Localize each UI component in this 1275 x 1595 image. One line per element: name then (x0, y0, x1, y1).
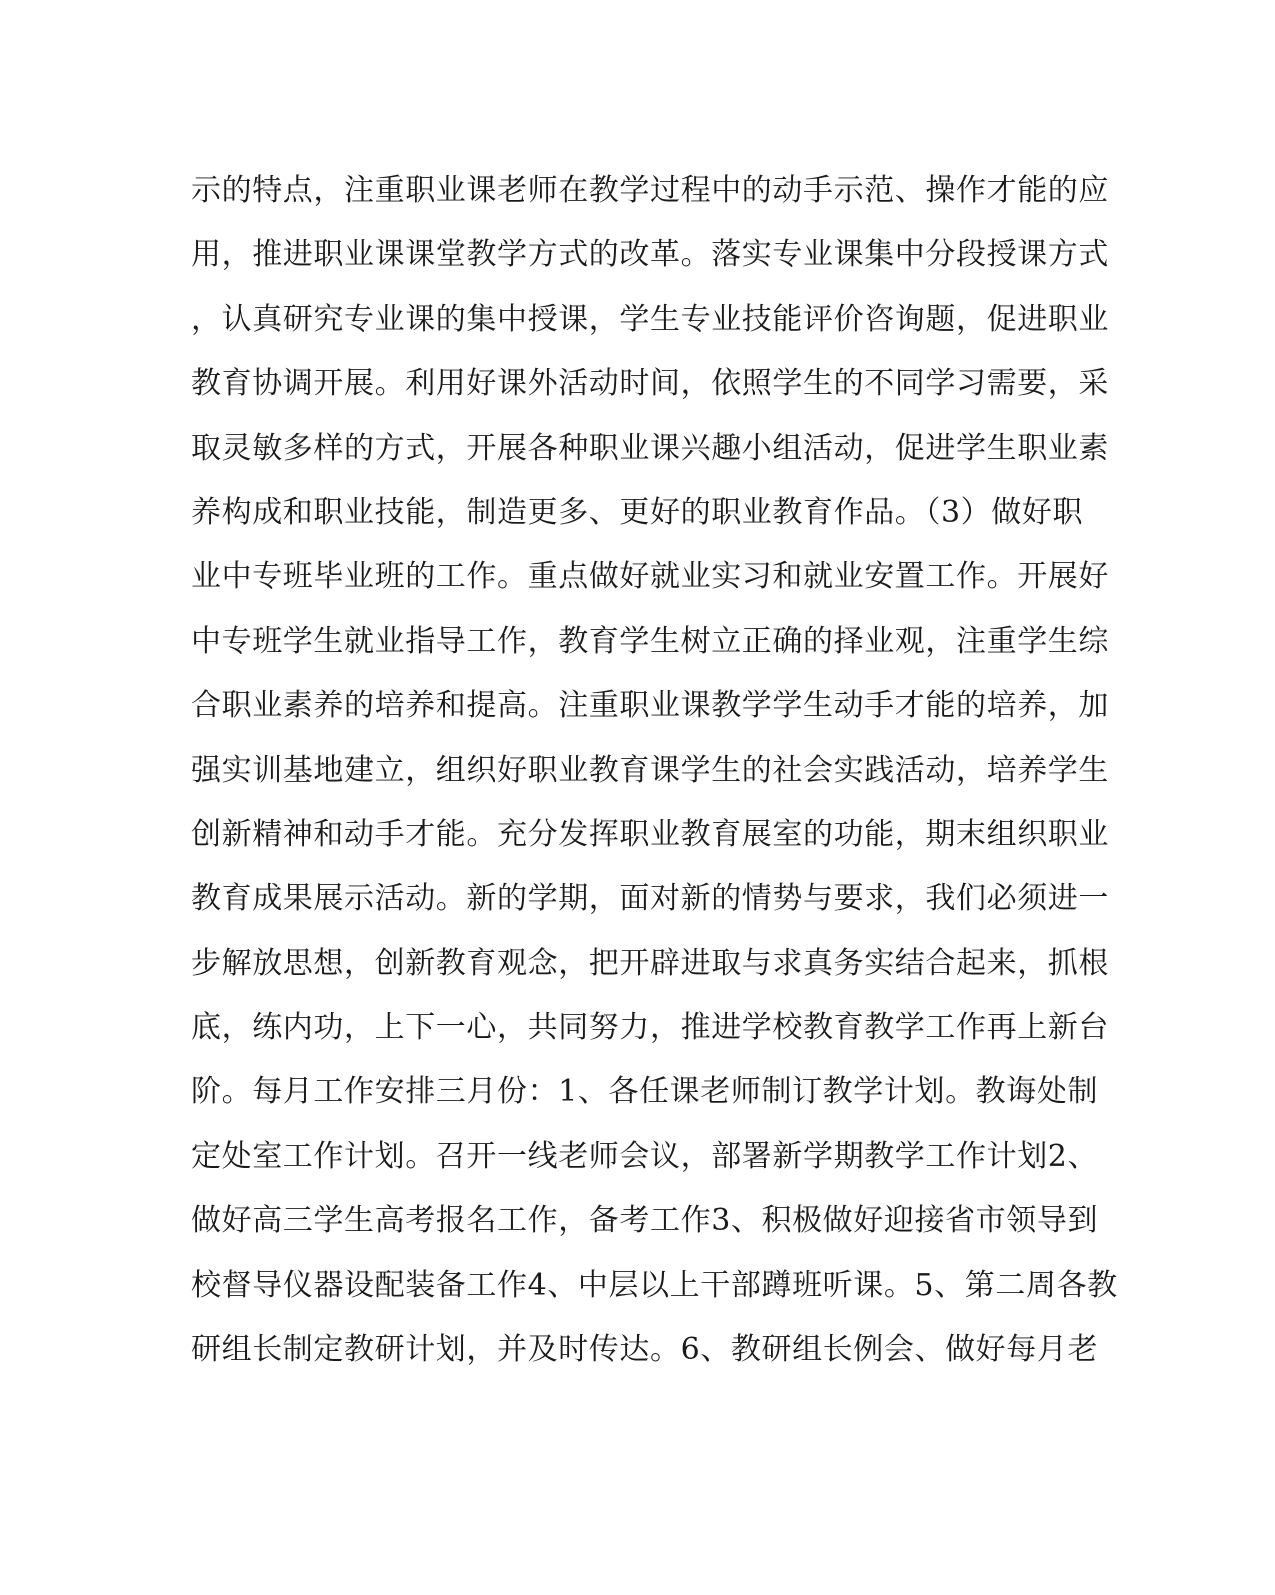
text-line: 创新精神和动手才能。充分发挥职业教育展室的功能，期末组织职业 (191, 816, 1109, 852)
text-line: 教育成果展示活动。新的学期，面对新的情势与要求，我们必须进一 (191, 881, 1109, 917)
text-line: 业中专班毕业班的工作。重点做好就业实习和就业安置工作。开展好 (191, 559, 1109, 595)
text-line: 养构成和职业技能，制造更多、更好的职业教育作品。（3）做好职 (191, 494, 1084, 530)
body-text (191, 164, 1118, 1387)
text-line: 用，推进职业课课堂教学方式的改革。落实专业课集中分段授课方式 (191, 237, 1109, 273)
text-line: 定处室工作计划。召开一线老师会议，部署新学期教学工作计划2、 (191, 1138, 1099, 1174)
text-line: 研组长制定教研计划，并及时传达。6、教研组长例会、做好每月老 (191, 1332, 1099, 1368)
text-line: 做好高三学生高考报名工作，备考工作3、积极做好迎接省市领导到 (191, 1203, 1099, 1239)
text-line: 教育协调开展。利用好课外活动时间，依照学生的不同学习需要，采 (191, 366, 1109, 402)
text-line: 合职业素养的培养和提高。注重职业课教学学生动手才能的培养，加 (191, 688, 1109, 724)
text-line: 校督导仪器设配装备工作4、中层以上干部蹲班听课。5、第二周各教 (191, 1267, 1118, 1303)
text-line: 底，练内功，上下一心，共同努力，推进学校教育教学工作再上新台 (191, 1010, 1109, 1046)
text-line: 取灵敏多样的方式，开展各种职业课兴趣小组活动，促进学生职业素 (191, 430, 1109, 466)
text-line: 示的特点，注重职业课老师在教学过程中的动手示范、操作才能的应 (191, 173, 1109, 208)
text-line: 中专班学生就业指导工作，教育学生树立正确的择业观，注重学生综 (191, 623, 1109, 659)
text-line: ，认真研究专业课的集中授课，学生专业技能评价咨询题，促进职业 (191, 301, 1109, 337)
text-line: 阶。每月工作安排三月份：1、各任课老师制订教学计划。教诲处制 (191, 1074, 1099, 1110)
text-line: 强实训基地建立，组织好职业教育课学生的社会实践活动，培养学生 (191, 752, 1109, 788)
text-line: 步解放思想，创新教育观念，把开辟进取与求真务实结合起来，抓根 (191, 945, 1109, 981)
